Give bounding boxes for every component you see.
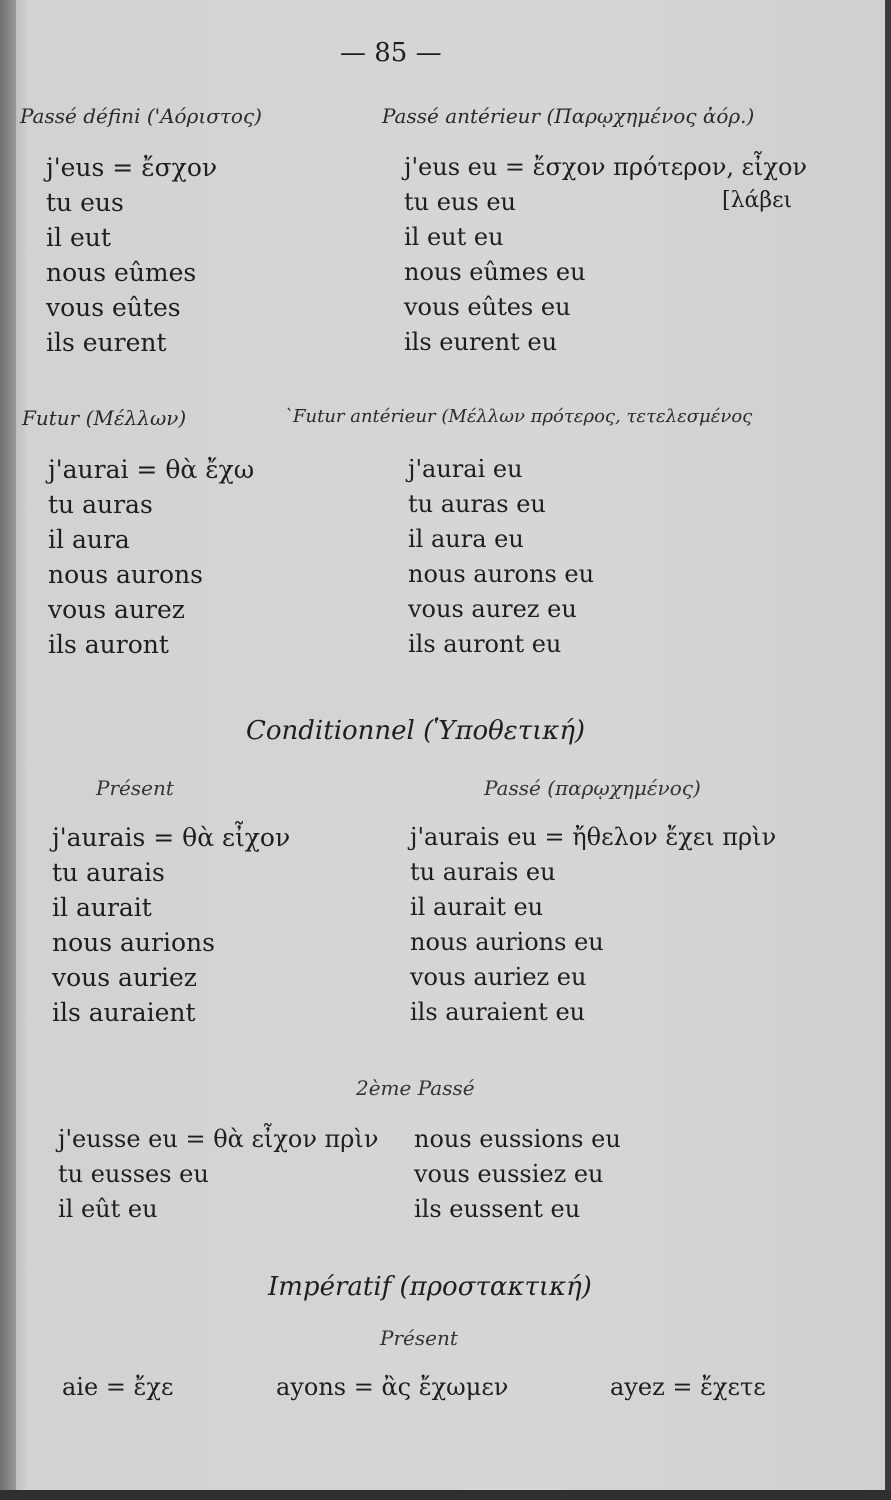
deuxieme-passe-left	[58, 1122, 378, 1227]
imperatif-title: Impératif (προστακτική)	[268, 1272, 592, 1302]
futur-heading: Futur (Μέλλων)	[22, 406, 187, 430]
conj-line: ils auront	[48, 630, 169, 659]
conj-line: il eût eu	[58, 1195, 158, 1223]
conj-line: j'aurais = θὰ εἶχον	[52, 823, 291, 852]
conj-line: nous eûmes	[46, 258, 197, 287]
futur-list	[48, 452, 254, 662]
conj-line: tu aurais eu	[410, 858, 556, 886]
conditionnel-passe-list	[410, 820, 776, 1030]
conj-line: nous aurions eu	[410, 928, 604, 956]
page-number: — 85 —	[340, 38, 442, 68]
conj-line: tu eus eu	[404, 188, 516, 216]
conj-line: il aura eu	[408, 525, 524, 553]
passe-anterieur-list	[404, 150, 807, 360]
conj-line: j'eusse eu = θὰ εἶχον πρὶν	[58, 1125, 379, 1153]
conj-line: nous eussions eu	[414, 1125, 621, 1153]
passe-defini-list	[46, 150, 217, 360]
conj-line: nous eûmes eu	[404, 258, 586, 286]
page-edge-bottom	[0, 1490, 891, 1500]
conj-line: ils eussent eu	[414, 1195, 581, 1223]
conj-line: tu eusses eu	[58, 1160, 209, 1188]
conj-line: tu auras	[48, 490, 153, 519]
passe-defini-heading: Passé défini ('Αόριστος)	[20, 104, 262, 128]
conj-line: nous aurons	[48, 560, 203, 589]
conj-line: il eut	[46, 223, 111, 252]
imperatif-form-ayons: ayons = ἂς ἔχωμεν	[276, 1373, 509, 1401]
conj-line: ils auraient eu	[410, 998, 586, 1026]
imperatif-form-aie: aie = ἔχε	[62, 1373, 174, 1401]
conj-line: ils eurent	[46, 328, 167, 357]
imperatif-form-ayez: ayez = ἔχετε	[610, 1373, 766, 1401]
conj-line: tu eus	[46, 188, 124, 217]
conj-line: il aurait eu	[410, 893, 544, 921]
conj-line: il aura	[48, 525, 130, 554]
conj-line: ils auraient	[52, 998, 196, 1027]
conj-line: vous eussiez eu	[414, 1160, 604, 1188]
conj-line: ils auront eu	[408, 630, 562, 658]
deuxieme-passe-right	[414, 1122, 621, 1227]
futur-anterieur-heading: `Futur antérieur (Μέλλων πρότερος, τετελεσμένος	[284, 406, 753, 427]
conditionnel-passe-heading: Passé (παρῳχημένος)	[484, 776, 701, 800]
conj-line: tu aurais	[52, 858, 165, 887]
page-edge-right	[885, 0, 891, 1500]
conj-line: j'eus eu = ἔσχον πρότερον, εἶχον	[404, 153, 808, 181]
margin-note: [λάβει	[722, 188, 793, 213]
conj-line: j'eus = ἔσχον	[46, 153, 218, 182]
conj-line: vous eûtes	[46, 293, 181, 322]
conj-line: vous aurez eu	[408, 595, 577, 623]
deuxieme-passe-heading: 2ème Passé	[356, 1076, 475, 1100]
conj-line: j'aurai = θὰ ἔχω	[48, 455, 255, 484]
conj-line: j'aurai eu	[408, 455, 523, 483]
conj-line: vous auriez eu	[410, 963, 587, 991]
conditionnel-title: Conditionnel (Ὑποθετική)	[246, 716, 586, 746]
conditionnel-present-heading: Présent	[96, 776, 174, 800]
passe-anterieur-heading: Passé antérieur (Παρῳχημένος ἀόρ.)	[382, 104, 755, 128]
conj-line: j'aurais eu = ἤθελον ἔχει πρὶν	[410, 823, 777, 851]
futur-anterieur-list	[408, 452, 594, 662]
imperatif-present-heading: Présent	[380, 1326, 458, 1350]
conj-line: vous aurez	[48, 595, 185, 624]
conj-line: tu auras eu	[408, 490, 546, 518]
conj-line: vous eûtes eu	[404, 293, 571, 321]
conj-line: nous aurions	[52, 928, 215, 957]
conj-line: il aurait	[52, 893, 152, 922]
conj-line: il eut eu	[404, 223, 504, 251]
conj-line: vous auriez	[52, 963, 197, 992]
book-spine	[0, 0, 16, 1500]
conj-line: nous aurons eu	[408, 560, 595, 588]
conditionnel-present-list	[52, 820, 290, 1030]
conj-line: ils eurent eu	[404, 328, 558, 356]
